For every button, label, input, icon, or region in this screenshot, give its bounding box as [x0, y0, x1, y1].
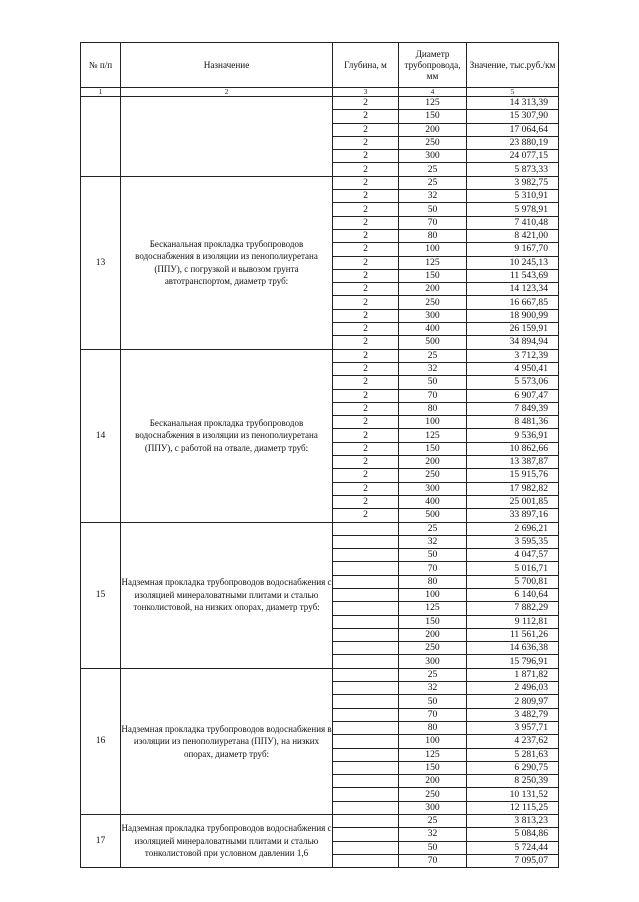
diameter-cell: 80: [399, 575, 467, 588]
table-row: [81, 176, 559, 189]
col-number: 1: [81, 88, 121, 97]
depth-cell: 2: [333, 482, 399, 495]
diameter-cell: 250: [399, 788, 467, 801]
value-cell: 8 481,36: [467, 416, 559, 429]
value-cell: 16 667,85: [467, 296, 559, 309]
diameter-cell: 100: [399, 416, 467, 429]
diameter-cell: 70: [399, 389, 467, 402]
value-cell: 5 281,63: [467, 748, 559, 761]
purpose-description: Бесканальная прокладка трубопроводов водоснабжения в изоляции из пенополиуретана (ППУ), с погрузкой и вывозом грунта автотранспортом, диаметр труб:: [121, 176, 333, 349]
value-cell: 14 123,34: [467, 283, 559, 296]
depth-cell: 2: [333, 243, 399, 256]
depth-cell: 2: [333, 509, 399, 522]
value-cell: 12 115,25: [467, 801, 559, 814]
depth-cell: 2: [333, 229, 399, 242]
col-number: 4: [399, 88, 467, 97]
depth-cell: 2: [333, 136, 399, 149]
diameter-cell: 32: [399, 535, 467, 548]
depth-cell: 2: [333, 123, 399, 136]
diameter-cell: 25: [399, 522, 467, 535]
value-cell: 3 957,71: [467, 721, 559, 734]
header-diameter: Диаметр трубопровода, мм: [399, 43, 467, 88]
depth-cell: 2: [333, 362, 399, 375]
table-row: [81, 815, 559, 828]
diameter-cell: 150: [399, 761, 467, 774]
table-header-row: [81, 43, 559, 88]
column-numbers-row: [81, 88, 559, 97]
depth-cell: 2: [333, 256, 399, 269]
header-num: № п/п: [81, 43, 121, 88]
row-number: 14: [81, 349, 121, 522]
depth-cell: 2: [333, 97, 399, 110]
depth-cell: [333, 655, 399, 668]
diameter-cell: 300: [399, 801, 467, 814]
value-cell: 5 700,81: [467, 575, 559, 588]
value-cell: 4 047,57: [467, 549, 559, 562]
col-number: 3: [333, 88, 399, 97]
diameter-cell: 250: [399, 296, 467, 309]
header-name: Назначение: [121, 43, 333, 88]
diameter-cell: 200: [399, 283, 467, 296]
value-cell: 4 237,62: [467, 735, 559, 748]
diameter-cell: 250: [399, 642, 467, 655]
diameter-cell: 200: [399, 456, 467, 469]
col-number: 5: [467, 88, 559, 97]
depth-cell: [333, 788, 399, 801]
table-body: [81, 97, 559, 868]
value-cell: 14 636,38: [467, 642, 559, 655]
diameter-cell: 100: [399, 735, 467, 748]
value-cell: 14 313,39: [467, 97, 559, 110]
value-cell: 34 894,94: [467, 336, 559, 349]
depth-cell: [333, 575, 399, 588]
diameter-cell: 70: [399, 216, 467, 229]
diameter-cell: 32: [399, 682, 467, 695]
diameter-cell: 70: [399, 708, 467, 721]
value-cell: 8 250,39: [467, 775, 559, 788]
depth-cell: [333, 708, 399, 721]
row-number: 13: [81, 176, 121, 349]
diameter-cell: 80: [399, 402, 467, 415]
row-number: 16: [81, 668, 121, 814]
diameter-cell: 300: [399, 150, 467, 163]
value-cell: 17 064,64: [467, 123, 559, 136]
table-row: [81, 97, 559, 110]
row-number: [81, 97, 121, 177]
diameter-cell: 50: [399, 841, 467, 854]
diameter-cell: 100: [399, 588, 467, 601]
diameter-cell: 500: [399, 336, 467, 349]
value-cell: 23 880,19: [467, 136, 559, 149]
depth-cell: [333, 761, 399, 774]
value-cell: 25 001,85: [467, 495, 559, 508]
row-number: 15: [81, 522, 121, 668]
depth-cell: 2: [333, 376, 399, 389]
purpose-description: Надземная прокладка трубопроводов водоснабжения с изоляцией минераловатными плитами и сталью тонколистовой, на низких опорах, диаметр труб:: [121, 522, 333, 668]
diameter-cell: 32: [399, 828, 467, 841]
depth-cell: [333, 828, 399, 841]
depth-cell: [333, 801, 399, 814]
depth-cell: 2: [333, 163, 399, 176]
value-cell: 2 809,97: [467, 695, 559, 708]
value-cell: 2 496,03: [467, 682, 559, 695]
depth-cell: 2: [333, 402, 399, 415]
diameter-cell: 25: [399, 349, 467, 362]
depth-cell: [333, 642, 399, 655]
purpose-description: [121, 97, 333, 177]
value-cell: 3 813,23: [467, 815, 559, 828]
depth-cell: [333, 721, 399, 734]
diameter-cell: 25: [399, 176, 467, 189]
depth-cell: [333, 615, 399, 628]
depth-cell: [333, 522, 399, 535]
depth-cell: 2: [333, 150, 399, 163]
depth-cell: 2: [333, 296, 399, 309]
value-cell: 7 849,39: [467, 402, 559, 415]
depth-cell: [333, 549, 399, 562]
depth-cell: [333, 815, 399, 828]
depth-cell: 2: [333, 216, 399, 229]
value-cell: 15 915,76: [467, 469, 559, 482]
diameter-cell: 50: [399, 549, 467, 562]
table-row: [81, 522, 559, 535]
diameter-cell: 400: [399, 323, 467, 336]
value-cell: 3 482,79: [467, 708, 559, 721]
diameter-cell: 125: [399, 256, 467, 269]
purpose-description: Надземная прокладка трубопроводов водоснабжения с изоляцией минераловатными плитами и сталью тонколистовой при условном давлении 1,6: [121, 815, 333, 868]
value-cell: 7 410,48: [467, 216, 559, 229]
depth-cell: [333, 841, 399, 854]
depth-cell: 2: [333, 309, 399, 322]
row-number: 17: [81, 815, 121, 868]
value-cell: 3 712,39: [467, 349, 559, 362]
value-cell: 7 882,29: [467, 602, 559, 615]
depth-cell: [333, 628, 399, 641]
diameter-cell: 300: [399, 309, 467, 322]
col-number: 2: [121, 88, 333, 97]
value-cell: 3 982,75: [467, 176, 559, 189]
diameter-cell: 150: [399, 269, 467, 282]
depth-cell: 2: [333, 269, 399, 282]
depth-cell: [333, 535, 399, 548]
diameter-cell: 125: [399, 429, 467, 442]
depth-cell: 2: [333, 469, 399, 482]
value-cell: 17 982,82: [467, 482, 559, 495]
value-cell: 15 796,91: [467, 655, 559, 668]
depth-cell: [333, 668, 399, 681]
value-cell: 10 131,52: [467, 788, 559, 801]
value-cell: 18 900,99: [467, 309, 559, 322]
diameter-cell: 25: [399, 668, 467, 681]
purpose-description: Бесканальная прокладка трубопроводов водоснабжения в изоляции из пенополиуретана (ППУ), с работой на отвале, диаметр труб:: [121, 349, 333, 522]
value-cell: 11 561,26: [467, 628, 559, 641]
diameter-cell: 300: [399, 482, 467, 495]
table-row: [81, 349, 559, 362]
diameter-cell: 500: [399, 509, 467, 522]
value-cell: 15 307,90: [467, 110, 559, 123]
depth-cell: 2: [333, 442, 399, 455]
value-cell: 9 112,81: [467, 615, 559, 628]
value-cell: 2 696,21: [467, 522, 559, 535]
value-cell: 33 897,16: [467, 509, 559, 522]
value-cell: 13 387,87: [467, 456, 559, 469]
value-cell: 6 290,75: [467, 761, 559, 774]
diameter-cell: 300: [399, 655, 467, 668]
value-cell: 1 871,82: [467, 668, 559, 681]
depth-cell: 2: [333, 110, 399, 123]
value-cell: 7 095,07: [467, 854, 559, 867]
depth-cell: 2: [333, 495, 399, 508]
depth-cell: 2: [333, 203, 399, 216]
diameter-cell: 70: [399, 854, 467, 867]
diameter-cell: 25: [399, 815, 467, 828]
depth-cell: [333, 602, 399, 615]
depth-cell: [333, 735, 399, 748]
value-cell: 24 077,15: [467, 150, 559, 163]
depth-cell: 2: [333, 176, 399, 189]
diameter-cell: 250: [399, 136, 467, 149]
diameter-cell: 125: [399, 748, 467, 761]
depth-cell: [333, 854, 399, 867]
diameter-cell: 200: [399, 628, 467, 641]
value-cell: 11 543,69: [467, 269, 559, 282]
diameter-cell: 32: [399, 362, 467, 375]
tariff-table: [80, 42, 559, 868]
diameter-cell: 250: [399, 469, 467, 482]
value-cell: 5 573,06: [467, 376, 559, 389]
value-cell: 5 724,44: [467, 841, 559, 854]
value-cell: 5 310,91: [467, 190, 559, 203]
table-row: [81, 668, 559, 681]
depth-cell: 2: [333, 456, 399, 469]
value-cell: 3 595,35: [467, 535, 559, 548]
diameter-cell: 125: [399, 602, 467, 615]
diameter-cell: 80: [399, 229, 467, 242]
value-cell: 8 421,00: [467, 229, 559, 242]
value-cell: 6 140,64: [467, 588, 559, 601]
depth-cell: [333, 748, 399, 761]
depth-cell: [333, 695, 399, 708]
value-cell: 5 978,91: [467, 203, 559, 216]
depth-cell: [333, 562, 399, 575]
depth-cell: 2: [333, 336, 399, 349]
diameter-cell: 150: [399, 615, 467, 628]
diameter-cell: 400: [399, 495, 467, 508]
value-cell: 5 873,33: [467, 163, 559, 176]
value-cell: 5 016,71: [467, 562, 559, 575]
diameter-cell: 50: [399, 695, 467, 708]
depth-cell: 2: [333, 349, 399, 362]
value-cell: 26 159,91: [467, 323, 559, 336]
diameter-cell: 125: [399, 97, 467, 110]
depth-cell: 2: [333, 429, 399, 442]
value-cell: 4 950,41: [467, 362, 559, 375]
depth-cell: 2: [333, 283, 399, 296]
depth-cell: 2: [333, 416, 399, 429]
depth-cell: 2: [333, 323, 399, 336]
diameter-cell: 25: [399, 163, 467, 176]
diameter-cell: 150: [399, 442, 467, 455]
depth-cell: [333, 682, 399, 695]
value-cell: 5 084,86: [467, 828, 559, 841]
diameter-cell: 150: [399, 110, 467, 123]
depth-cell: 2: [333, 389, 399, 402]
header-value: Значение, тыс.руб./км: [467, 43, 559, 88]
diameter-cell: 50: [399, 376, 467, 389]
depth-cell: [333, 588, 399, 601]
diameter-cell: 50: [399, 203, 467, 216]
header-depth: Глубина, м: [333, 43, 399, 88]
depth-cell: [333, 775, 399, 788]
diameter-cell: 70: [399, 562, 467, 575]
diameter-cell: 200: [399, 775, 467, 788]
value-cell: 9 536,91: [467, 429, 559, 442]
value-cell: 10 862,66: [467, 442, 559, 455]
diameter-cell: 32: [399, 190, 467, 203]
diameter-cell: 200: [399, 123, 467, 136]
value-cell: 10 245,13: [467, 256, 559, 269]
value-cell: 6 907,47: [467, 389, 559, 402]
diameter-cell: 80: [399, 721, 467, 734]
depth-cell: 2: [333, 190, 399, 203]
purpose-description: Надземная прокладка трубопроводов водоснабжения в изоляции из пенополиуретана (ППУ), на низких опорах, диаметр труб:: [121, 668, 333, 814]
value-cell: 9 167,70: [467, 243, 559, 256]
diameter-cell: 100: [399, 243, 467, 256]
